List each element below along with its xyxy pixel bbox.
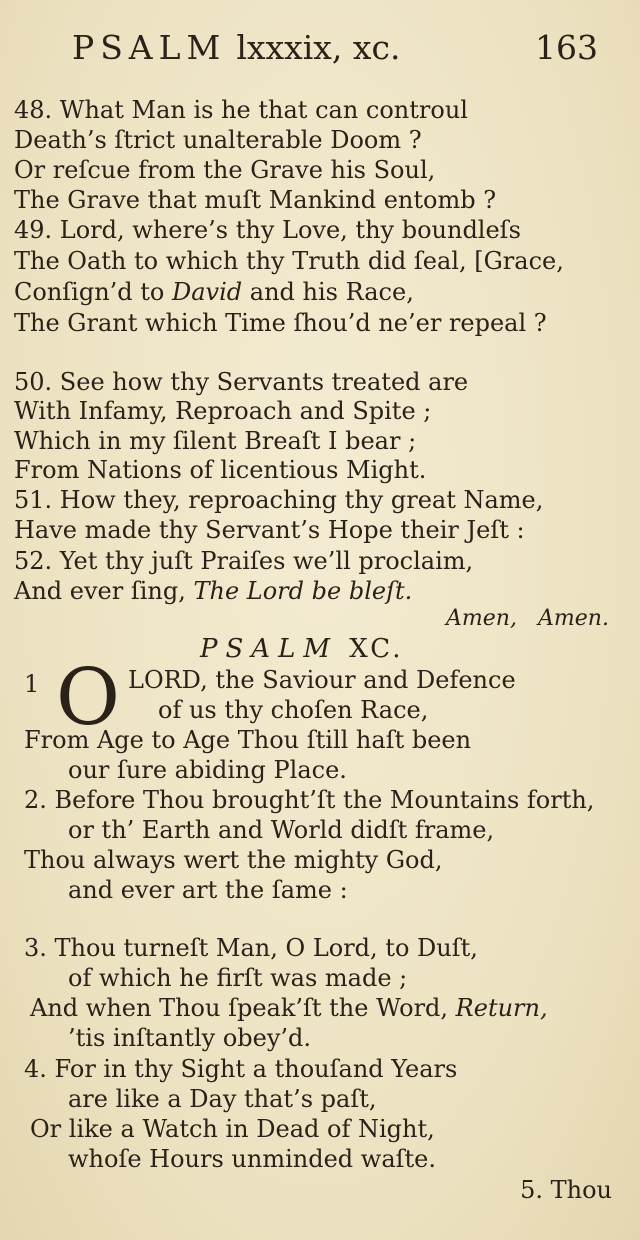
psalm-title (200, 634, 404, 664)
verse-line: The Grant which Time ſhou’d ne’er repeal ? (14, 309, 547, 337)
verse-line: The Grave that muſt Mankind entomb ? (14, 186, 497, 214)
verse-line: Have made thy Servant’s Hope their Jeſt : (14, 516, 525, 544)
verse-line: 52. Yet thy juſt Praiſes we’ll proclaim, (14, 547, 474, 575)
catchword: 5. Thou (520, 1176, 612, 1204)
verse-line (30, 994, 548, 1022)
verse-text: Conſign’d to (14, 278, 172, 306)
verse-line: and ever art the ſame : (68, 876, 348, 904)
david-italic: David (172, 278, 243, 306)
verse-line: From Age to Age Thou ſtill haſt been (24, 726, 472, 754)
running-title (72, 28, 400, 67)
verse-text: and his Race, (242, 278, 414, 306)
verse-line: our ſure abiding Place. (68, 756, 347, 784)
verse-line: of us thy choſen Race, (158, 696, 429, 724)
verse-line: are like a Day that’s paſt, (68, 1085, 377, 1113)
verse-number: 1 (24, 670, 40, 698)
verse-line: Or reſcue from the Grave his Soul, (14, 156, 436, 184)
verse-line: 50. See how thy Servants treated are (14, 368, 469, 396)
verse-line: 49. Lord, where’s thy Love, thy boundleſs (14, 216, 521, 244)
verse-line: Or like a Watch in Dead of Night, (30, 1115, 435, 1143)
verse-line: ’tis inſtantly obey’d. (68, 1024, 312, 1052)
verse-line: or th’ Earth and World didſt frame, (68, 816, 495, 844)
verse-line: Death’s ſtrict unalterable Doom ? (14, 126, 422, 154)
verse-line: 51. How they, reproaching thy great Name, (14, 486, 544, 514)
verse-line: 2. Before Thou brought’ſt the Mountains forth, (24, 786, 595, 814)
verse-line: LORD, the Saviour and Defence (128, 666, 516, 694)
verse-line (14, 577, 412, 605)
amen-1: Amen, (446, 606, 517, 631)
italic-phrase: The Lord be bleſt. (193, 577, 413, 605)
amen-2: Amen. (538, 606, 609, 631)
running-header (0, 28, 640, 72)
verse-line: Which in my ſilent Breaſt I bear ; (14, 427, 417, 455)
verse-line: The Oath to which thy Truth did ſeal, [Grace, (14, 247, 564, 275)
psalm-title-number: XC. (349, 634, 404, 664)
drop-cap: O (56, 653, 120, 743)
verse-line: Thou always wert the mighty God, (24, 846, 443, 874)
italic-return: Return, (455, 994, 548, 1022)
verse-line: 48. What Man is he that can controul (14, 96, 468, 124)
verse-line (14, 278, 414, 306)
verse-line: 3. Thou turneſt Man, O Lord, to Duſt, (24, 934, 478, 962)
verse-line: From Nations of licentious Might. (14, 456, 427, 484)
verse-line: With Infamy, Reproach and Spite ; (14, 397, 432, 425)
page-number: 163 (535, 28, 598, 67)
verse-line: whoſe Hours unminded waſte. (68, 1145, 436, 1173)
verse-line: 4. For in thy Sight a thouſand Years (24, 1055, 458, 1083)
verse-text: And when Thou ſpeak’ſt the Word, (30, 994, 456, 1022)
verse-line: of which he firſt was made ; (68, 964, 408, 992)
psalm-title-word: PSALM (200, 634, 338, 664)
running-title-numbers: lxxxix, xc. (236, 28, 401, 67)
running-title-word: PSALM (72, 28, 227, 67)
verse-text: And ever ſing, (14, 577, 194, 605)
